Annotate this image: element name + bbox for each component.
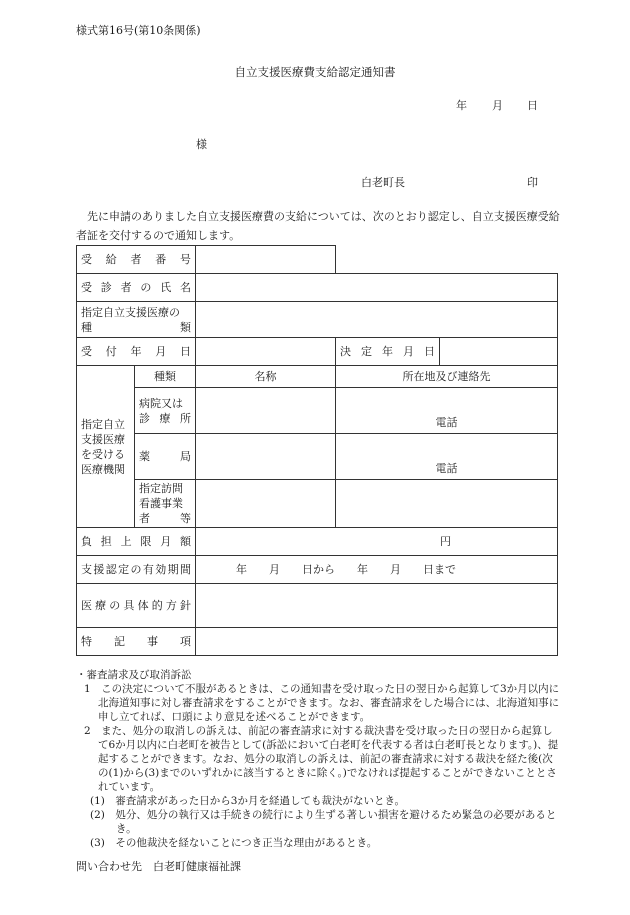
remarks-label: 特記事項 <box>77 628 196 656</box>
institution-label-line2: 支援医療 <box>81 432 125 446</box>
medical-type-label <box>77 302 196 338</box>
name-header: 名称 <box>196 366 336 388</box>
intro-paragraph: 先に申請のありました自立支援医療費の支給については、次のとおり認定し、自立支援医療受給者証を交付するので通知します。 <box>76 210 560 242</box>
hospital-label <box>135 388 196 434</box>
institution-label-line3: を受ける <box>81 447 125 461</box>
issuer-name: 白老町長 <box>361 176 405 189</box>
nursing-label-line3: 者等 <box>139 512 191 525</box>
notes-item-2: 2 また、処分の取消しの訴えは、前記の審査請求に対する裁決書を受け取った日の翌日から起算して6か月以内に白老町を被告として(訴訟において白老町を代表する者は白老町長となります。)、提起することができます。なお、処分の取消しの訴えは、前記の審査請求に対する裁決を経た後(次の(1)から(3)までのいずれかに該当するときに除く。)でなければ提起することができないこととされています。 <box>84 725 559 793</box>
address-header: 所在地及び連絡先 <box>336 366 558 388</box>
document-title: 自立支援医療費支給認定通知書 <box>234 65 396 79</box>
medical-type-label-line2: 種類 <box>81 320 191 334</box>
row-remarks <box>77 628 558 656</box>
receipt-date-value[interactable] <box>196 338 336 366</box>
nursing-address-value[interactable] <box>336 480 558 528</box>
seal-mark: 印 <box>527 176 538 189</box>
yen-unit: 円 <box>440 535 451 548</box>
row-recipient-number <box>77 246 558 274</box>
appeal-notes <box>76 668 562 850</box>
medical-type-label-line1: 指定自立支援医療の <box>81 305 180 319</box>
pharmacy-phone-label: 電話 <box>435 462 458 475</box>
notes-heading: ・審査請求及び取消訴訟 <box>76 669 192 681</box>
patient-name-label: 受診者の氏名 <box>77 274 196 302</box>
validity-value[interactable] <box>196 556 558 584</box>
limit-label: 負担上限月額 <box>77 528 196 556</box>
notes-sub-1: (1) 審査請求があった日から3か月を経過しても裁決がないとき。 <box>90 795 406 807</box>
row-validity <box>77 556 558 584</box>
nursing-name-value[interactable] <box>196 480 336 528</box>
recipient-number-value[interactable] <box>196 246 336 274</box>
row-dates <box>77 338 558 366</box>
row-institution-header <box>77 366 558 388</box>
hospital-name-value[interactable] <box>196 388 336 434</box>
date-year-label: 年 <box>456 99 467 112</box>
row-patient-name <box>77 274 558 302</box>
validity-label: 支援認定の有効期間 <box>77 556 196 584</box>
type-header: 種類 <box>135 366 196 388</box>
notes-sub-2: (2) 処分、処分の執行又は手続きの続行により生ずる著しい損害を避けるため緊急の必要があるとき。 <box>90 809 557 835</box>
hospital-phone[interactable] <box>336 388 558 434</box>
decision-date-label: 決定年月日 <box>336 338 440 366</box>
row-pharmacy <box>77 434 558 480</box>
pharmacy-phone[interactable] <box>336 434 558 480</box>
form-number-label: 様式第16号(第10条関係) <box>76 24 201 37</box>
date-month-label: 月 <box>492 99 503 112</box>
row-medical-type <box>77 302 558 338</box>
notes-sub-3: (3) その他裁決を経ないことにつき正当な理由があるとき。 <box>90 837 378 849</box>
validity-period-text: 年 月 日から 年 月 日まで <box>236 563 456 576</box>
policy-value[interactable] <box>196 584 558 628</box>
hospital-label-line2: 診療所 <box>139 411 191 425</box>
medical-type-value[interactable] <box>196 302 558 338</box>
certification-table <box>76 245 558 656</box>
nursing-label-line2: 看護事業 <box>139 497 183 510</box>
institution-label <box>77 366 135 528</box>
date-day-label: 日 <box>527 99 538 112</box>
recipient-number-label: 受給者番号 <box>77 246 196 274</box>
notes-item-1: 1 この決定について不服があるときは、この通知書を受け取った日の翌日から起算して3か月以内に北海道知事に対し審査請求をすることができます。なお、審査請求をした場合には、北海道知事に申し立てれば、口頭により意見を述べることができます。 <box>84 683 560 723</box>
institution-label-line1: 指定自立 <box>81 417 125 431</box>
patient-name-value[interactable] <box>196 274 558 302</box>
policy-label: 医療の具体的方針 <box>77 584 196 628</box>
pharmacy-name-value[interactable] <box>196 434 336 480</box>
contact-info: 問い合わせ先 白老町健康福祉課 <box>76 860 241 873</box>
hospital-phone-label: 電話 <box>435 416 458 429</box>
hospital-label-line1: 病院又は <box>139 396 183 410</box>
row-limit <box>77 528 558 556</box>
row-hospital <box>77 388 558 434</box>
institution-label-line4: 医療機関 <box>81 462 125 476</box>
decision-date-value[interactable] <box>440 338 558 366</box>
nursing-label <box>135 480 196 528</box>
limit-value[interactable] <box>196 528 558 556</box>
pharmacy-label: 薬局 <box>135 434 196 480</box>
row-nursing <box>77 480 558 528</box>
addressee-suffix: 様 <box>196 138 207 151</box>
nursing-label-line1: 指定訪問 <box>139 482 183 495</box>
receipt-date-label: 受付年月日 <box>77 338 196 366</box>
remarks-value[interactable] <box>196 628 558 656</box>
row-policy <box>77 584 558 628</box>
